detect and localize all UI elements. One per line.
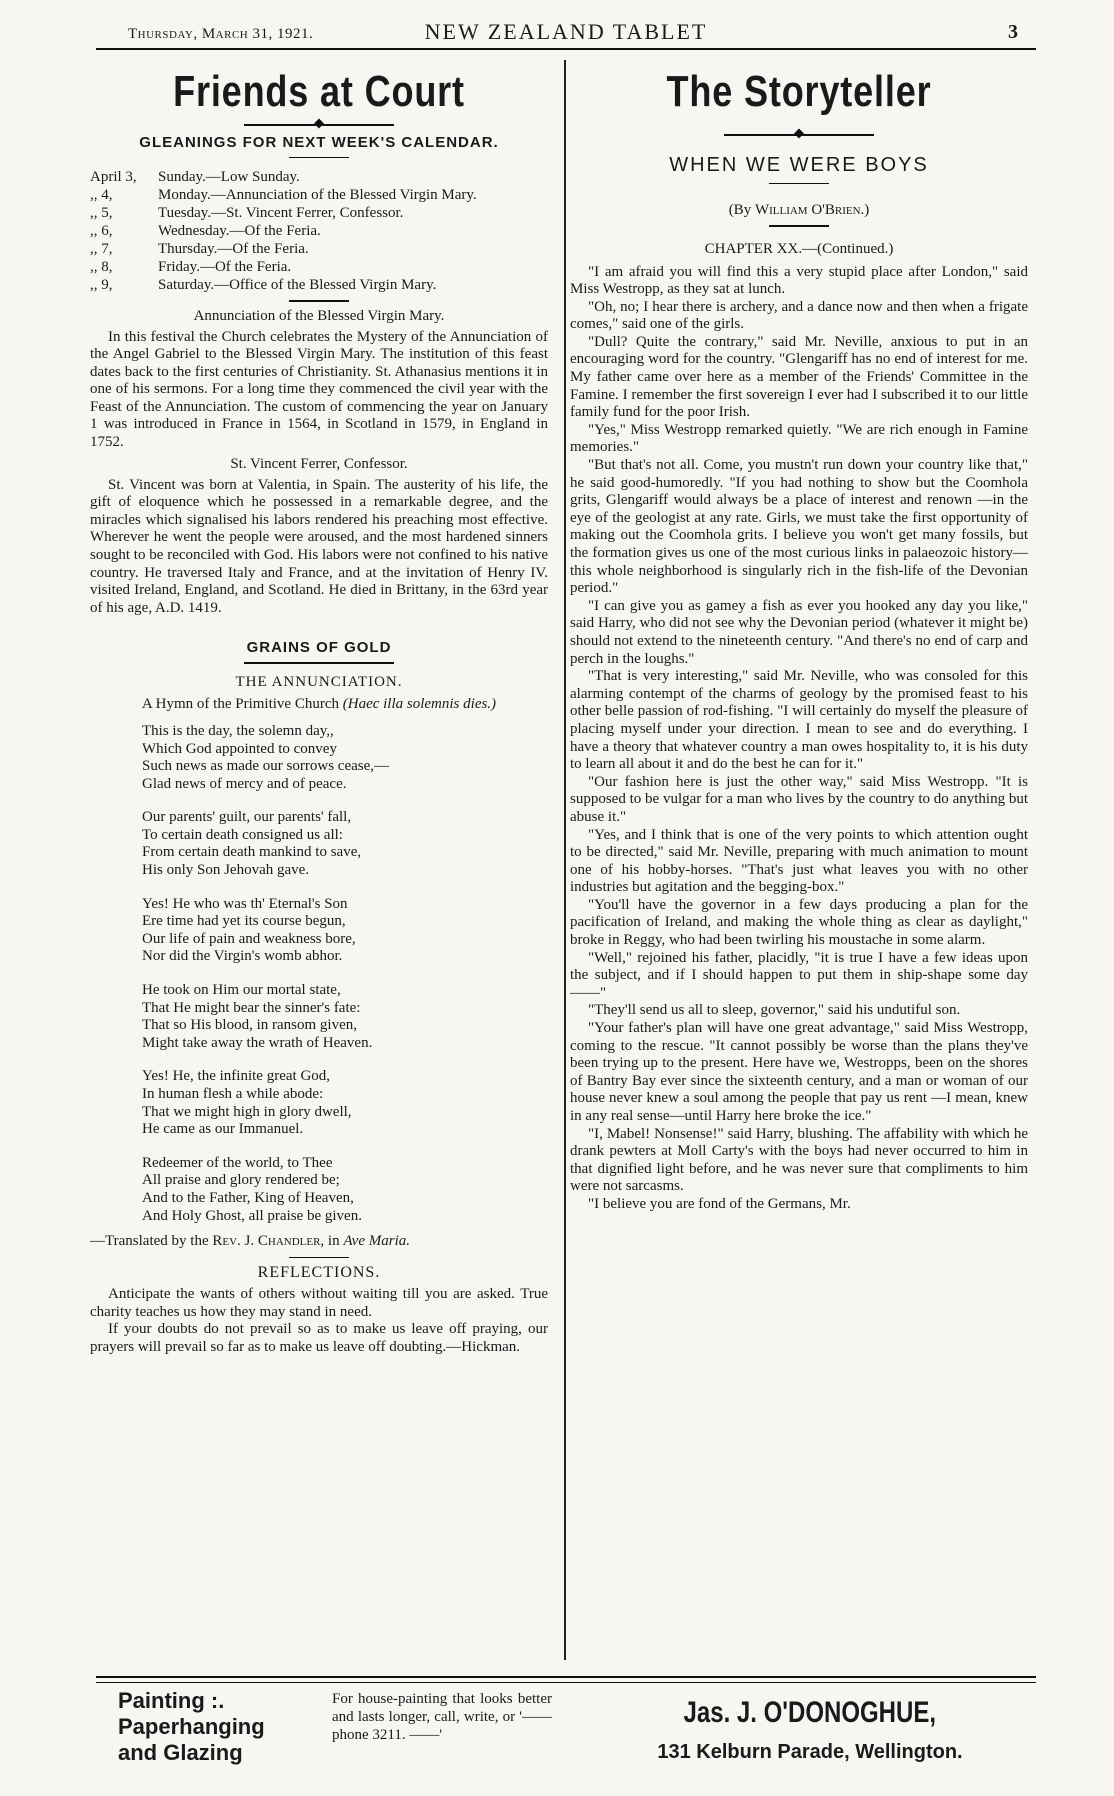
hymn-stanza [142, 1068, 548, 1138]
hymn-line: Ere time had yet its course begun, [142, 913, 346, 930]
story-paragraph: "I, Mabel! Nonsense!" said Harry, blushing. The affability with which he drank pewters at Moll Carty's with the boys had never occurred to him in that dignified light before, and he was never sure that compliments to him were not sarcasms. [570, 1125, 1028, 1195]
translation-source: Ave Maria. [343, 1233, 410, 1250]
calendar-entry: Monday.—Annunciation of the Blessed Virgin Mary. [158, 187, 477, 203]
hymn-stanza [142, 1155, 548, 1225]
hymn-line: From certain death mankind to save, [142, 844, 362, 861]
calendar-entry: Saturday.—Office of the Blessed Virgin Mary. [158, 277, 437, 293]
divider-rule [244, 662, 394, 664]
annunciation-text: In this festival the Church celebrates the Mystery of the Annunciation of the Angel Gabriel to the Blessed Virgin Mary. The institution of this feast dates back to the first centuries of Christianity. St. Athanasius mentions it in one of his sermons. For a long time they commenced the civil year with the Feast of the Annunciation. The custom of commencing the year on January 1 was introduced in France in 1564, in Scotland in 1579, in England in 1752. [90, 328, 548, 451]
author-name: William O'Brien.) [754, 202, 870, 218]
translation-credit [90, 1233, 548, 1251]
story-paragraph: "They'll send us all to sleep, governor," said his undutiful son. [588, 1002, 961, 1019]
hymn-line: Yes! He who was th' Eternal's Son [142, 895, 348, 912]
byline [570, 202, 1028, 219]
story-paragraph: "Our fashion here is just the other way," said Miss Westropp. "It is supposed to be vulgar for a man who lives by the country to do anything but abuse it." [570, 773, 1028, 825]
hymn-line: Our parents' guilt, our parents' fall, [142, 809, 352, 826]
hymn-line: That we might high in glory dwell, [142, 1103, 352, 1120]
calendar-date: ,, 7, [90, 241, 113, 257]
story-paragraph: "I am afraid you will find this a very stupid place after London," said Miss Westropp, as they sat at lunch. [570, 263, 1028, 298]
hymn-line: To certain death consigned us all: [142, 826, 343, 843]
calendar-list [90, 168, 548, 294]
story-paragraph: "Well," rejoined his father, placidly, "it is true I have a few ideas upon the subject, and if I should happen to put them in ship-shape some day——" [570, 949, 1028, 1001]
calendar-date: April 3, [90, 169, 137, 185]
divider-rule [289, 300, 349, 302]
calendar-date: ,, 6, [90, 223, 113, 239]
advert-business-name: Jas. J. O'DONOGHUE, [683, 1696, 937, 1729]
story-title: WHEN WE WERE BOYS [669, 153, 929, 176]
byline-prefix: (By [728, 202, 752, 218]
calendar-date: ,, 5, [90, 205, 113, 221]
story-paragraph: "Dull? Quite the contrary," said Mr. Neville, anxious to put in an encouraging word for the country. "Glengariff has no end of interest for me. My father came over here as a member of the Friends' Committee in the Famine. I remember the first sovereign I ever had I subscribed it to our little family fund for the poor Irish. [570, 333, 1028, 421]
advert-text: For house-painting that looks better and lasts longer, call, write, or '—— phone 3211. ——' [332, 1691, 552, 1743]
hymn-stanza [142, 896, 548, 966]
hymn-line: Our life of pain and weakness bore, [142, 930, 356, 947]
hymn-line: That He might bear the sinner's fate: [142, 999, 361, 1016]
hymn-title: THE ANNUNCIATION. [235, 673, 403, 690]
story-paragraph: "Oh, no; I hear there is archery, and a dance now and then when a frigate comes," said one of the girls. [570, 298, 1028, 333]
reflection-paragraph: If your doubts do not prevail so as to make us leave off praying, our prayers will prevail so far as to make us leave off doubting.—Hickman. [90, 1321, 548, 1356]
masthead [96, 20, 1036, 50]
divider-rule [289, 1257, 349, 1259]
vincent-heading: St. Vincent Ferrer, Confessor. [230, 455, 408, 472]
advert-service-line: Paperhanging [118, 1714, 265, 1739]
hymn-line: Yes! He, the infinite great God, [142, 1068, 331, 1085]
hymn-stanza [142, 723, 548, 793]
calendar-row [90, 222, 548, 240]
hymn-line: He came as our Immanuel. [142, 1121, 304, 1138]
advert-service-line: Painting :. [118, 1688, 225, 1713]
hymn-line: And Holy Ghost, all praise be given. [142, 1207, 362, 1224]
advert-services [118, 1688, 298, 1766]
calendar-date: ,, 4, [90, 187, 113, 203]
story-paragraph: "I can give you as gamey a fish as ever you hooked any day you like," said Harry, who did not see why the Devonian period (whatever it might be) should not extend to the nineteenth century. "And there's no end of carp and perch in the loughs." [570, 597, 1028, 667]
hymn-latin-title: (Haec illa solemnis dies.) [342, 695, 497, 712]
calendar-row [90, 204, 548, 222]
story-paragraph: "That is very interesting," said Mr. Neville, who was consoled for this alarming contempt of the charms of geology by the promised feast to his other belle passion of rod-fishing. "I will certainly do myself the pleasure of placing myself under your direction. I mean to see and do everything. I have a theory that whatever country a man owes hospitality to, it is his duty to learn all about it and do the best he can for it." [570, 668, 1028, 773]
hymn-line: Such news as made our sorrows cease,— [142, 758, 390, 775]
story-paragraph: "You'll have the governor in a few days producing a plan for the pacification of Ireland, and making the whole thing as clear as daylight," broke in Reggy, who had been twirling his moustache in some alarm. [570, 896, 1028, 949]
grains-of-gold-heading: GRAINS OF GOLD [246, 639, 392, 657]
hymn-line: In human flesh a while abode: [142, 1086, 324, 1102]
advert-service-line: and Glazing [118, 1740, 243, 1765]
hymn-stanza [142, 809, 548, 879]
translator-name: Rev. J. Chandler, [212, 1233, 325, 1250]
annunciation-heading: Annunciation of the Blessed Virgin Mary. [193, 307, 445, 324]
hymn-stanza [142, 982, 548, 1052]
reflection-paragraph: Anticipate the wants of others without waiting till you are asked. True charity teaches us how they may stand in need. [90, 1286, 548, 1320]
ornamental-rule [724, 134, 874, 136]
divider-rule [769, 225, 829, 227]
calendar-row [90, 186, 548, 204]
story-paragraph: "Yes," Miss Westropp remarked quietly. "We are rich enough in Famine memories." [570, 421, 1028, 456]
page-number: 3 [1008, 21, 1018, 43]
hymn-line: He took on Him our mortal state, [142, 982, 341, 999]
hymn-line: Redeemer of the world, to Thee [142, 1154, 333, 1171]
hymn-line: Nor did the Virgin's womb abhor. [142, 948, 343, 965]
calendar-entry: Tuesday.—St. Vincent Ferrer, Confessor. [158, 205, 404, 221]
story-paragraph: "Yes, and I think that is one of the very points to which attention ought to be directed," said Mr. Neville, preparing with much animation to mount one of his hobby-horses. "That's just what leaves you with no other industries but agitation and the begging-box." [570, 826, 1028, 896]
hymn-line: All praise and glory rendered be; [142, 1172, 340, 1189]
story-paragraph: "But that's not all. Come, you mustn't run down your country like that," he said good-humoredly. "If you had nothing to show but the Coomhola grits, Glengariff would always be a place of interest and renown —in the eye of the geologist at any rate. Girls, we must take the first opportunity of making out the Coomhola grits. I believe you won't get many fossils, but the formation gives us one of the most curious links in palaeozoic history—this whole neighborhood is singularly rich in the fish-life of the Devonian period." [570, 457, 1028, 597]
calendar-entry: Friday.—Of the Feria. [158, 259, 292, 275]
calendar-entry: Wednesday.—Of the Feria. [158, 223, 321, 239]
hymn-intro [90, 695, 548, 713]
advert-business [600, 1688, 1020, 1766]
hymn-intro-text: A Hymn of the Primitive Church [141, 695, 339, 712]
calendar-date: ,, 9, [90, 277, 113, 293]
chapter-heading: CHAPTER XX.—(Continued.) [704, 240, 894, 257]
footer-rule [96, 1676, 1036, 1683]
calendar-entry: Sunday.—Low Sunday. [158, 169, 300, 185]
calendar-entry: Thursday.—Of the Feria. [158, 241, 309, 257]
story-paragraph: "I believe you are fond of the Germans, Mr. [588, 1195, 851, 1212]
hymn-line: His only Son Jehovah gave. [142, 862, 310, 879]
calendar-row [90, 240, 548, 258]
section-title-storyteller: The Storyteller [666, 67, 932, 116]
hymn-line: This is the day, the solemn day,, [142, 722, 334, 739]
hymn-line: Which God appointed to convey [142, 740, 337, 757]
translation-in: in [327, 1233, 340, 1250]
section-title-friends-at-court: Friends at Court [173, 67, 465, 116]
story-paragraph: "Your father's plan will have one great advantage," said Miss Westropp, coming to the rescue. "It cannot possibly be worse than the plans they've been trying up to the present. Here have we, Westropps, been on the shores of Bantry Bay ever since the sixteenth century, and a man or woman of our house never knew a soul among the people that pay us rent —I mean, knew in any real sense—until Harry here broke the ice." [570, 1020, 1028, 1124]
calendar-heading: GLEANINGS FOR NEXT WEEK'S CALENDAR. [139, 133, 499, 151]
hymn-line: Glad news of mercy and of peace. [142, 775, 347, 792]
hymn-line: And to the Father, King of Heaven, [142, 1189, 354, 1206]
translation-prefix: —Translated by the [90, 1233, 209, 1250]
calendar-row [90, 258, 548, 276]
masthead-date: Thursday, March 31, 1921. [128, 26, 314, 42]
reflections-heading: REFLECTIONS. [257, 1264, 381, 1282]
hymn-line: That so His blood, in ransom given, [142, 1017, 357, 1034]
right-column [570, 56, 1028, 1668]
divider-rule [289, 157, 349, 159]
calendar-row [90, 168, 548, 186]
calendar-row [90, 276, 548, 294]
calendar-date: ,, 8, [90, 259, 113, 275]
ornamental-rule [244, 124, 394, 126]
column-divider [564, 60, 566, 1660]
left-column [90, 56, 548, 1668]
vincent-text: St. Vincent was born at Valentia, in Spain. The austerity of his life, the gift of eloquence which he possessed in a remarkable degree, and the miracles which signalised his labors rendered his preaching most effective. Wherever he went the people were aroused, and the most hardened sinners sought to be reconciled with God. His labors were not confined to his native country. He traversed Italy and France, and at the invitation of Henry IV. visited Ireland, England, and Scotland. He died in Brittany, in the 63rd year of his age, A.D. 1419. [90, 476, 548, 616]
masthead-title: NEW ZEALAND TABLET [424, 19, 708, 44]
divider-rule [769, 183, 829, 185]
hymn-line: Might take away the wrath of Heaven. [142, 1034, 373, 1051]
advert-address: 131 Kelburn Parade, Wellington. [657, 1741, 963, 1763]
